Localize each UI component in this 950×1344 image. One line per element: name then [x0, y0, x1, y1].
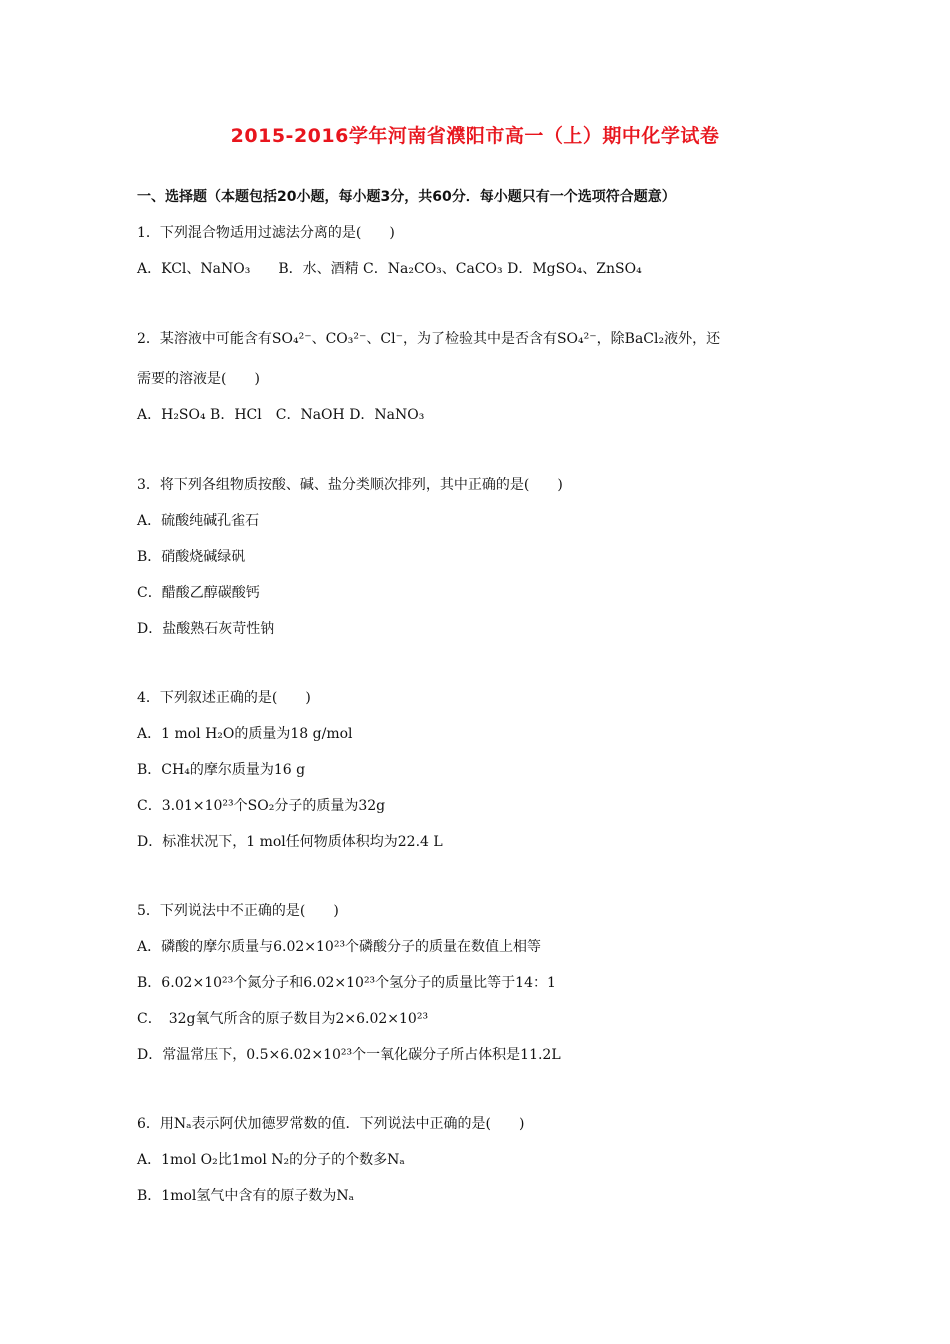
page-title: 2015-2016学年河南省濮阳市高一（上）期中化学试卷 — [230, 125, 720, 147]
q3-option-c: C．醋酸乙醇碳酸钙 — [137, 585, 260, 601]
q4-option-b: B．CH₄的摩尔质量为16 g — [137, 762, 306, 778]
q6-option-b: B．1mol氢气中含有的原子数为Nₐ — [137, 1188, 355, 1204]
q6-option-a: A．1mol O₂比1mol N₂的分子的个数多Nₐ — [137, 1152, 405, 1168]
q2-options: A．H₂SO₄ B．HCl C．NaOH D．NaNO₃ — [137, 407, 425, 423]
q2-stem-line1: 2．某溶液中可能含有SO₄²⁻、CO₃²⁻、Cl⁻，为了检验其中是否含有SO₄²⁻，除BaCl₂液外，还 — [137, 331, 721, 347]
q1-options: A．KCl、NaNO₃ B．水、酒精 C．Na₂CO₃、CaCO₃ D．MgSO₄、ZnSO₄ — [137, 261, 642, 277]
q5-option-b: B．6.02×10²³个氮分子和6.02×10²³个氢分子的质量比等于14：1 — [137, 975, 556, 991]
q5-option-c: C． 32g氧气所含的原子数目为2×6.02×10²³ — [137, 1011, 429, 1027]
q5-option-d: D．常温常压下，0.5×6.02×10²³个一氧化碳分子所占体积是11.2L — [137, 1047, 561, 1063]
section-heading: 一、选择题（本题包括20小题，每小题3分，共60分．每小题只有一个选项符合题意） — [137, 189, 676, 205]
q3-option-a: A．硫酸纯碱孔雀石 — [137, 513, 260, 529]
q5-option-a: A．磷酸的摩尔质量与6.02×10²³个磷酸分子的质量在数值上相等 — [137, 939, 542, 955]
q3-option-b: B．硝酸烧碱绿矾 — [137, 549, 246, 565]
q6-stem: 6．用Nₐ表示阿伏加德罗常数的值．下列说法中正确的是( ) — [137, 1116, 525, 1132]
q5-stem: 5．下列说法中不正确的是( ) — [137, 903, 339, 919]
q4-stem: 4．下列叙述正确的是( ) — [137, 690, 311, 706]
q4-option-d: D．标准状况下，1 mol任何物质体积均为22.4 L — [137, 834, 443, 850]
q4-option-a: A．1 mol H₂O的质量为18 g/mol — [137, 726, 353, 742]
q4-option-c: C．3.01×10²³个SO₂分子的质量为32g — [137, 798, 386, 814]
q3-option-d: D．盐酸熟石灰苛性钠 — [137, 621, 275, 637]
q3-stem: 3．将下列各组物质按酸、碱、盐分类顺次排列，其中正确的是( ) — [137, 477, 563, 493]
q1-stem: 1．下列混合物适用过滤法分离的是( ) — [137, 225, 395, 241]
q2-stem-line2: 需要的溶液是( ) — [137, 371, 260, 387]
